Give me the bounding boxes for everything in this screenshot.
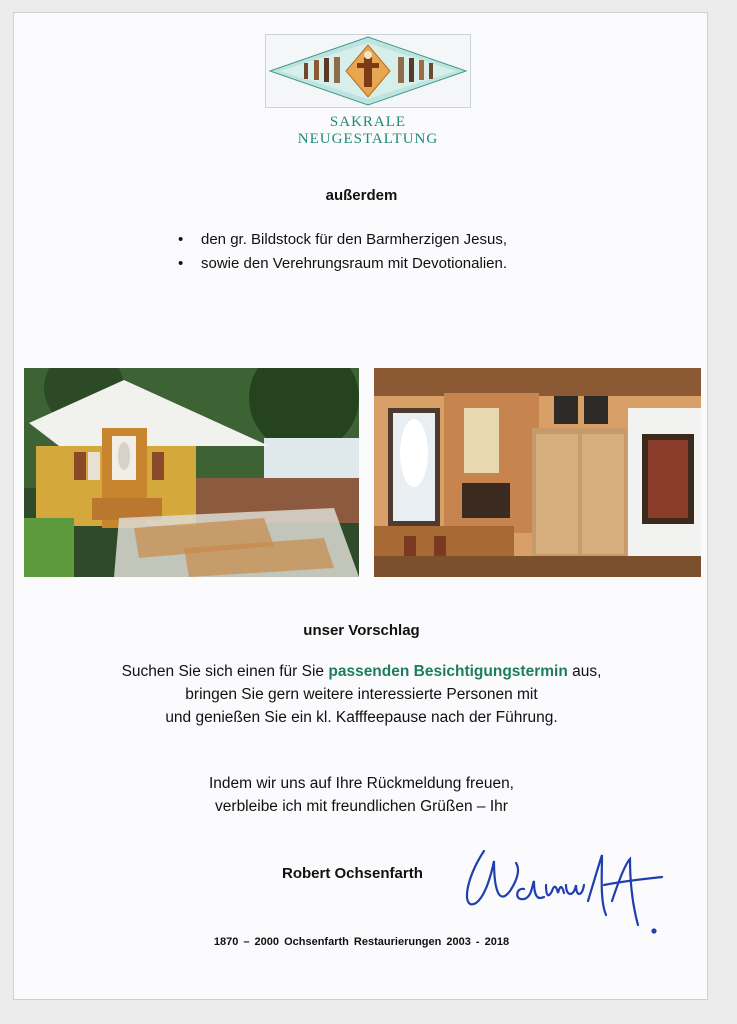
proposal-line-1-start: Suchen Sie sich einen für Sie [121,663,329,680]
closing-line-1: Indem wir uns auf Ihre Rückmeldung freuen, [209,775,514,792]
proposal-line-1 [14,660,709,683]
devotional-room-photo [374,368,701,577]
proposal-line-2: bringen Sie gern weitere interessierte Personen mit [185,686,538,703]
section-heading-vorschlag: unser Vorschlag [303,622,420,639]
footer-history: 1870 – 2000 Ochsenfarth Restaurierungen 2003 - 2018 [213,936,510,948]
highlight-appointment: passenden Besichtigungstermin [328,663,568,680]
proposal-paragraph [14,660,709,729]
list-item: • den gr. Bildstock für den Barmherzigen Jesus, [178,228,507,252]
logo-caption: SAKRALE NEUGESTALTUNG [297,114,439,147]
closing-line-2: verbleibe ich mit freundlichen Grüßen – Ihr [215,798,508,815]
logo-emblem-icon [265,34,471,108]
proposal-line-3: und genießen Sie ein kl. Kafffeepause nach der Führung. [165,709,558,726]
bullet-list [178,228,507,276]
outdoor-shrine-photo [24,368,359,577]
list-item: • sowie den Verehrungsraum mit Devotionalien. [178,252,507,276]
section-heading-ausserdem: außerdem [325,187,398,204]
logo [265,34,471,147]
closing-paragraph [14,772,709,818]
proposal-line-1-end: aus, [567,663,602,680]
handwritten-signature-icon [454,841,669,941]
signer-name: Robert Ochsenfarth [282,865,423,882]
letter-page [13,12,708,1000]
